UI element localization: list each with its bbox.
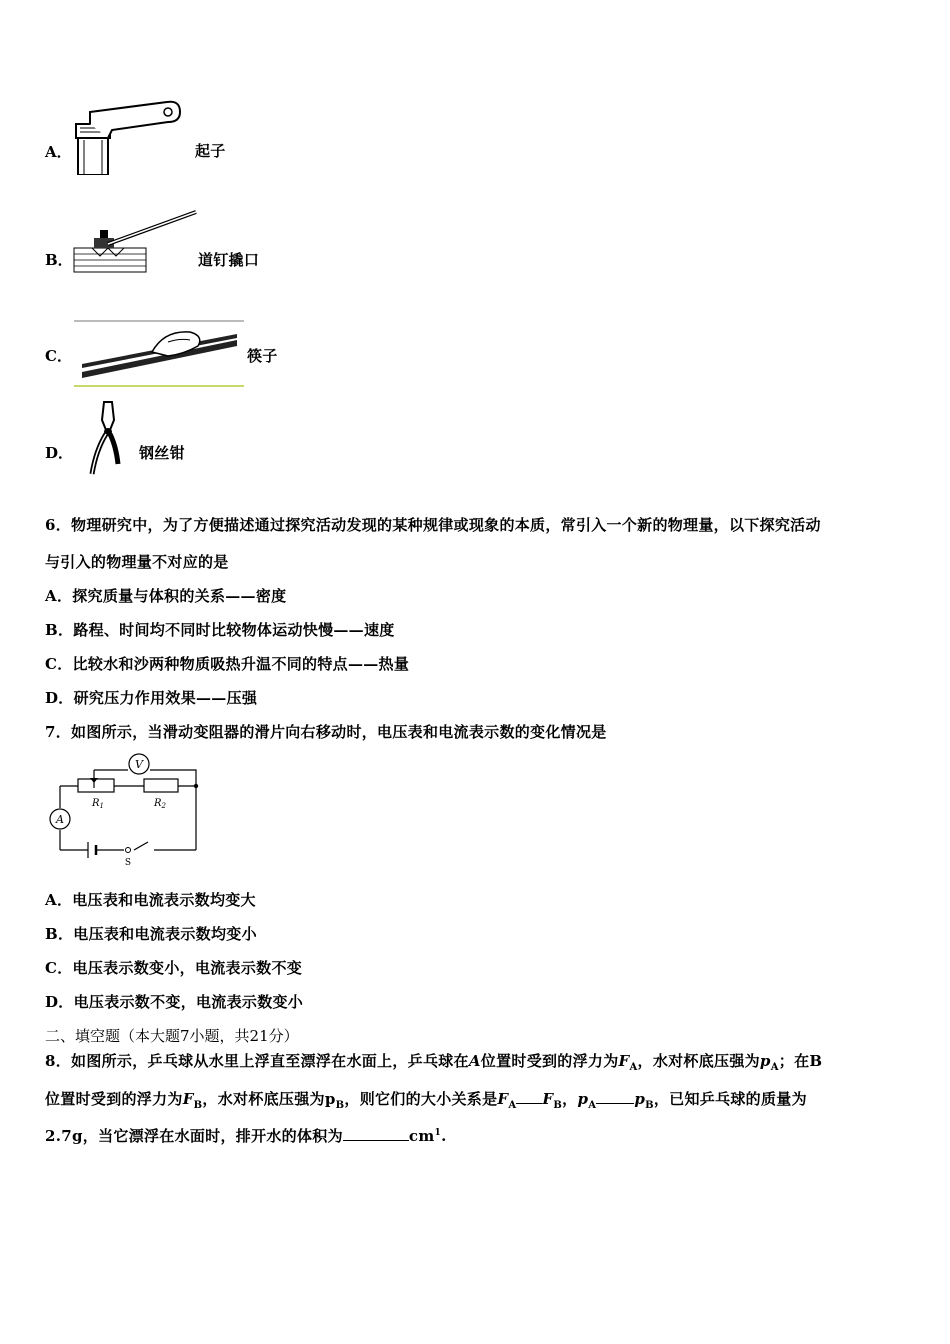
bottle-opener-figure <box>72 100 187 175</box>
chopsticks-figure <box>72 318 247 390</box>
option-d: D．电压表示数不变，电流表示数变小 <box>45 993 304 1011</box>
option-letter: C． <box>45 347 72 365</box>
option-c: C．比较水和沙两种物质吸热升温不同的特点——热量 <box>45 655 410 673</box>
option-label: 钢丝钳 <box>139 444 185 462</box>
option-b: B．路程、时间均不同时比较物体运动快慢——速度 <box>45 621 395 639</box>
spike-pry-bar-figure <box>72 208 202 273</box>
option-c: C．电压表示数变小，电流表示数不变 <box>45 959 303 977</box>
pliers-figure <box>82 400 132 480</box>
option-a: A．电压表和电流表示数均变大 <box>45 891 256 909</box>
question-stem: 7．如图所示，当滑动变阻器的滑片向右移动时，电压表和电流表示数的变化情况是 <box>45 723 607 741</box>
option-label: 道钉撬口 <box>198 251 260 269</box>
option-letter: A． <box>45 143 72 161</box>
option-d: D．研究压力作用效果——压强 <box>45 689 258 707</box>
section-heading: 二、填空题（本大题7小题，共21分） <box>45 1027 299 1045</box>
question-stem-line-3: 2.7g，当它漂浮在水面时，排开水的体积为 $cm^1$. <box>45 1127 447 1145</box>
blank-2[interactable] <box>596 1089 634 1104</box>
switch-label: S <box>124 858 132 868</box>
question-stem-line-2: 位置时受到的浮力为$F_B$，水对杯底压强为$p_B$，则它们的大小关系是$F_A$ $F_B$，$p_A$ $p_B$，已知乒乓球的质量为 <box>45 1090 807 1111</box>
question-stem-line-1: 8．如图所示，乒乓球从水里上浮直至漂浮在水面上，乒乓球在A位置时受到的浮力为$F_A$，水对杯底压强为$p_A$；在B <box>45 1052 823 1073</box>
question-stem: 6．物理研究中，为了方便描述通过探究活动发现的某种规律或现象的本质，常引入一个新的物理量，以下探究活动 <box>45 516 821 534</box>
voltmeter-label: V <box>135 758 143 771</box>
circuit-diagram <box>44 748 204 868</box>
r1-label: $R_1$ <box>92 798 104 810</box>
option-letter: B． <box>45 251 73 269</box>
question-stem-continued: 与引入的物理量不对应的是 <box>45 553 229 571</box>
option-label: 筷子 <box>247 347 278 365</box>
option-label: 起子 <box>195 142 226 160</box>
blank-3[interactable] <box>343 1126 409 1141</box>
option-b: B．电压表和电流表示数均变小 <box>45 925 257 943</box>
option-letter: D． <box>45 444 74 462</box>
blank-1[interactable] <box>516 1089 542 1104</box>
ammeter-label: A <box>56 813 64 826</box>
r2-label: $R_2$ <box>154 798 166 810</box>
option-a: A．探究质量与体积的关系——密度 <box>45 587 287 605</box>
